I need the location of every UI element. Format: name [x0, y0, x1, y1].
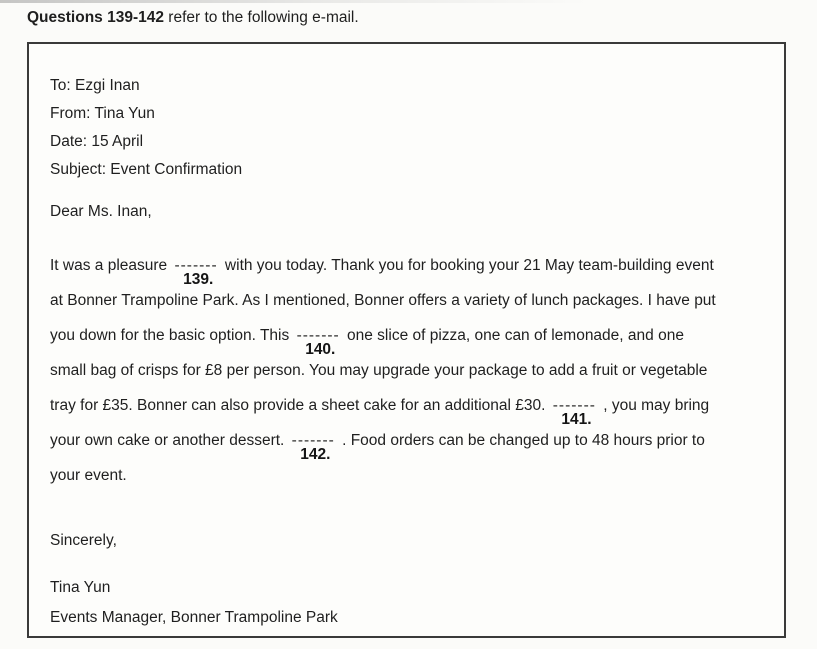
body-text: your event.: [50, 467, 127, 484]
body-text: you down for the basic option. This: [50, 327, 294, 344]
body-line-3: [50, 318, 766, 358]
body-text: at Bonner Trampoline Park. As I mentioned, Bonner offers a variety of lunch packages. I have put: [50, 292, 716, 309]
body-line-4: [50, 353, 766, 388]
body-text: your own cake or another dessert.: [50, 432, 289, 449]
blank-dashes: -------: [296, 327, 340, 344]
email-meta: [50, 72, 766, 184]
header-rest-text: refer to the following e-mail.: [163, 9, 359, 26]
body-text: . Food orders can be changed up to 48 hours prior to: [337, 432, 705, 449]
body-text: one slice of pizza, one can of lemonade, and one: [342, 327, 684, 344]
body-line-6: [50, 423, 766, 463]
blank-dashes: -------: [291, 432, 335, 449]
email-closing: Sincerely,: [50, 532, 117, 549]
question-number-141: 141.: [561, 411, 592, 428]
body-text: It was a pleasure: [50, 257, 172, 274]
email-from-line: From: Tina Yun: [50, 105, 155, 122]
question-number-142: 142.: [300, 446, 331, 463]
email-greeting: Dear Ms. Inan,: [50, 203, 152, 220]
body-text: small bag of crisps for £8 per person. You may upgrade your package to add a fruit or vegetable: [50, 362, 708, 379]
blank-dashes: -------: [174, 257, 218, 274]
signature-title: Events Manager, Bonner Trampoline Park: [50, 609, 338, 626]
question-number-140: 140.: [305, 341, 336, 358]
email-signature: [50, 573, 766, 633]
question-range: Questions 139-142: [27, 9, 164, 26]
blank-140: [296, 318, 340, 358]
blank-139: [174, 248, 218, 288]
body-line-7: [50, 458, 766, 493]
scan-artifact-top: [0, 0, 588, 3]
question-range-header: [27, 8, 359, 28]
body-line-1: [50, 248, 766, 288]
signature-name: Tina Yun: [50, 579, 111, 596]
email-body: [50, 248, 766, 493]
body-text: with you today. Thank you for booking your 21 May team-building event: [220, 257, 714, 274]
email-subject-line: Subject: Event Confirmation: [50, 161, 243, 178]
email-to-line: To: Ezgi Inan: [50, 77, 140, 94]
question-number-139: 139.: [183, 271, 214, 288]
body-line-5: [50, 388, 766, 428]
email-box: [27, 42, 786, 638]
blank-142: [291, 423, 335, 463]
email-date-line: Date: 15 April: [50, 133, 144, 150]
body-text: tray for £35. Bonner can also provide a sheet cake for an additional £30.: [50, 397, 550, 414]
blank-141: [552, 388, 596, 428]
blank-dashes: -------: [552, 397, 596, 414]
body-text: , you may bring: [598, 397, 710, 414]
body-line-2: [50, 283, 766, 318]
